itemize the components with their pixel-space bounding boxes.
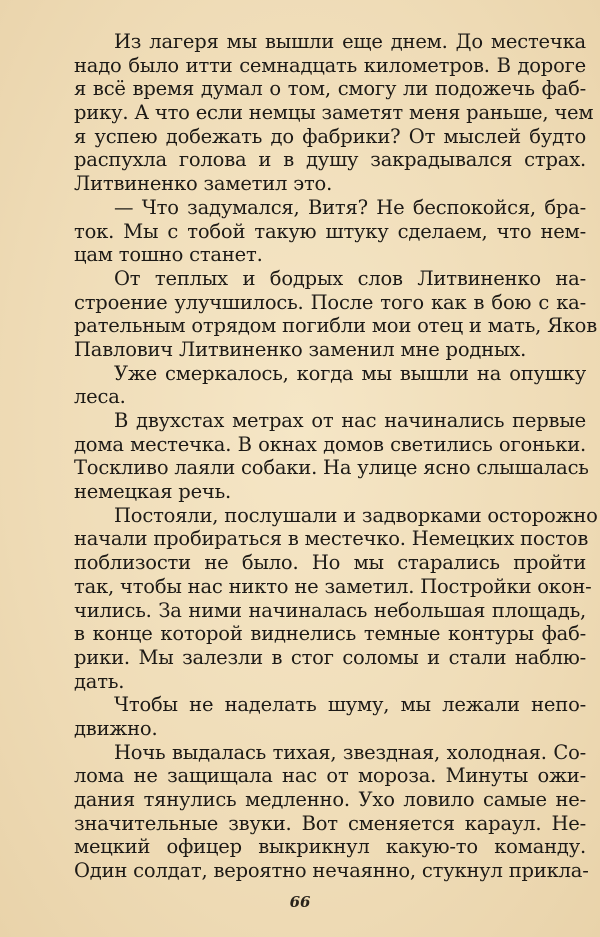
text-line: — Что задумался, Витя? Не беспокойся, бра- [114, 195, 586, 219]
text-line: надо было итти семнадцать километров. В дороге [74, 53, 586, 77]
text-line: цам тошно станет. [74, 243, 263, 267]
page-number: 66 [289, 893, 311, 911]
text-line: рательным отрядом погибли мои отец и мать, Яков [74, 314, 597, 338]
text-line: лома не защищала нас от мороза. Минуты ожи- [74, 764, 586, 788]
text-line: рику. А что если немцы заметят меня раньше, чем [74, 101, 594, 125]
text-line: Один солдат, вероятно нечаянно, стукнул прикла- [74, 859, 589, 883]
text-line: Уже смеркалось, когда мы вышли на опушку [114, 361, 586, 385]
text-line: мецкий офицер выкрикнул какую-то команду. [74, 835, 586, 859]
text-line: В двухстах метрах от нас начинались первые [114, 409, 586, 432]
paragraph [74, 409, 589, 504]
text-line: немецкая речь. [74, 480, 232, 504]
text-line: начали пробираться в местечко. Немецких постов [74, 527, 589, 551]
paragraph [74, 196, 586, 267]
paragraph [74, 503, 598, 694]
text-line: дания тянулись медленно. Ухо ловило самые не- [74, 788, 586, 811]
paragraph [74, 30, 594, 196]
page-body-text [74, 30, 598, 883]
text-line: значительные звуки. Вот сменяется караул. Не- [74, 811, 586, 835]
paragraph [74, 740, 589, 883]
paragraph [74, 693, 586, 740]
text-line: леса. [74, 385, 126, 409]
text-line: строение улучшилось. После того как в бою с ка- [74, 290, 586, 314]
paragraph [74, 266, 597, 362]
text-line: распухла голова и в душу закрадывался страх. [74, 148, 586, 172]
text-line: Литвиненко заметил это. [74, 172, 333, 196]
text-line: ток. Мы с тобой такую штуку сделаем, что нем- [74, 219, 586, 243]
text-line: Павлович Литвиненко заменил мне родных. [74, 337, 527, 361]
text-line: чились. За ними начиналась небольшая площадь, [74, 598, 586, 622]
text-line: Постояли, послушали и задворками осторожно [114, 503, 598, 527]
text-line: дать. [74, 669, 125, 693]
text-line: поблизости не было. Но мы старались пройти [74, 551, 586, 575]
text-line: я успею добежать до фабрики? От мыслей будто [74, 124, 586, 148]
text-line: движно. [74, 716, 158, 740]
text-line: Тоскливо лаяли собаки. На улице ясно слышалась [74, 456, 589, 480]
paragraph [74, 362, 586, 409]
text-line: Из лагеря мы вышли еще днем. До местечка [114, 30, 586, 53]
text-line: Чтобы не наделать шуму, мы лежали непо- [114, 693, 586, 717]
text-line: я всё время думал о том, смогу ли подожечь фаб- [74, 77, 586, 101]
text-line: От теплых и бодрых слов Литвиненко на- [114, 266, 586, 290]
text-line: дома местечка. В окнах домов светились огоньки. [74, 432, 586, 456]
text-line: в конце которой виднелись темные контуры фаб- [74, 622, 586, 646]
text-line: так, чтобы нас никто не заметил. Постройки окон- [74, 574, 592, 598]
text-line: рики. Мы залезли в стог соломы и стали наблю- [74, 645, 586, 669]
text-line: Ночь выдалась тихая, звездная, холодная. Со- [114, 740, 586, 764]
